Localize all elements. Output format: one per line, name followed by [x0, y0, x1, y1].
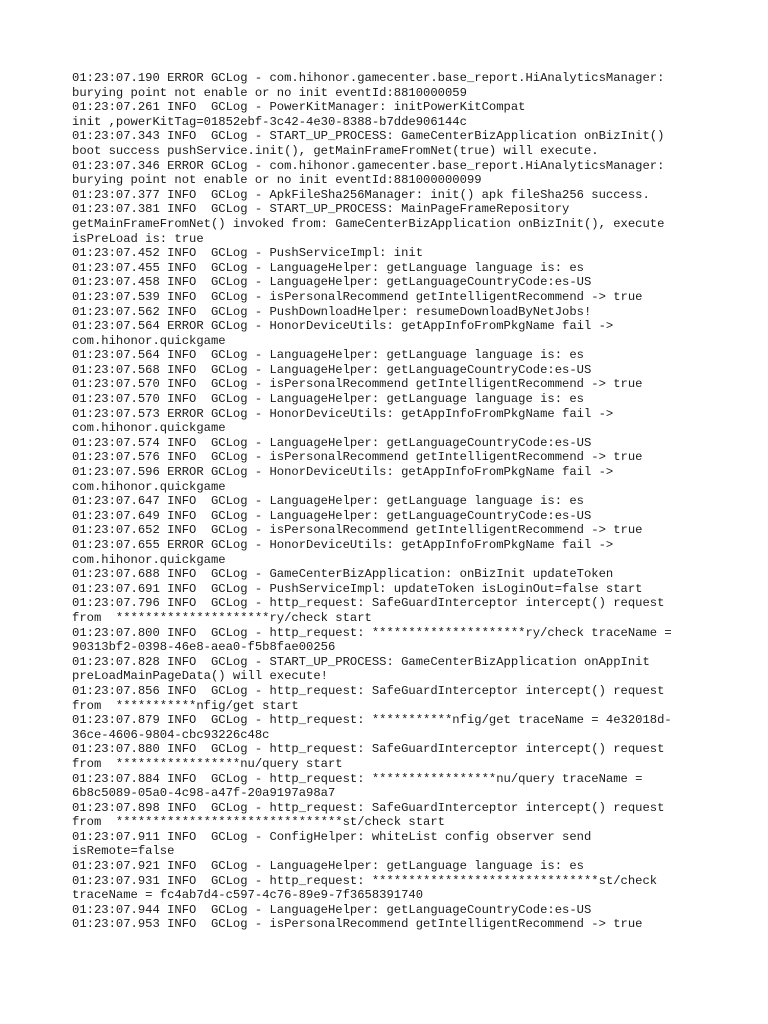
log-line: 01:23:07.539 INFO GCLog - isPersonalRecommend getIntelligentRecommend -> true — [72, 289, 643, 304]
log-line: 01:23:07.568 INFO GCLog - LanguageHelper: getLanguageCountryCode:es-US — [72, 362, 592, 377]
log-line: com.hihonor.quickgame — [72, 552, 226, 567]
log-line: 01:23:07.898 INFO GCLog - http_request: SafeGuardInterceptor intercept() request — [72, 800, 665, 815]
log-line: traceName = fc4ab7d4-c597-4c76-89e9-7f3658391740 — [72, 888, 424, 903]
log-line: 01:23:07.562 INFO GCLog - PushDownloadHelper: resumeDownloadByNetJobs! — [72, 304, 592, 319]
log-line: 01:23:07.343 INFO GCLog - START_UP_PROCESS: GameCenterBizApplication onBizInit() — [72, 129, 665, 144]
log-line: 01:23:07.655 ERROR GCLog - HonorDeviceUtils: getAppInfoFromPkgName fail -> — [72, 538, 614, 552]
log-line: 01:23:07.452 INFO GCLog - PushServiceImpl: init — [72, 246, 424, 261]
log-line: 01:23:07.458 INFO GCLog - LanguageHelper: getLanguageCountryCode:es-US — [72, 275, 592, 290]
log-line: 6b8c5089-05a0-4c98-a47f-20a9197a98a7 — [72, 786, 336, 801]
log-line: 01:23:07.564 ERROR GCLog - HonorDeviceUtils: getAppInfoFromPkgName fail -> — [72, 319, 614, 334]
log-line: 01:23:07.596 ERROR GCLog - HonorDeviceUtils: getAppInfoFromPkgName fail -> — [72, 465, 614, 480]
log-line: 01:23:07.574 INFO GCLog - LanguageHelper: getLanguageCountryCode:es-US — [72, 435, 592, 450]
log-line: com.hihonor.quickgame — [72, 479, 226, 494]
log-line: 01:23:07.261 INFO GCLog - PowerKitManager: initPowerKitCompat — [72, 100, 526, 115]
log-line: 01:23:07.828 INFO GCLog - START_UP_PROCESS: GameCenterBizApplication onAppInit — [72, 654, 650, 669]
log-line: 01:23:07.455 INFO GCLog - LanguageHelper: getLanguage language is: es — [72, 260, 584, 275]
log-line: from *****************nu/query start — [72, 756, 343, 771]
log-line: 01:23:07.573 ERROR GCLog - HonorDeviceUtils: getAppInfoFromPkgName fail -> — [72, 406, 614, 421]
log-line: 01:23:07.879 INFO GCLog - http_request: ***********nfig/get traceName = 4e32018d- — [72, 713, 672, 728]
log-line: com.hihonor.quickgame — [72, 421, 226, 436]
log-line: isPreLoad is: true — [72, 231, 204, 246]
log-line: 01:23:07.377 INFO GCLog - ApkFileSha256Manager: init() apk fileSha256 success. — [72, 187, 650, 202]
log-line: 01:23:07.953 INFO GCLog - isPersonalRecommend getIntelligentRecommend -> true — [72, 917, 643, 932]
log-line: 01:23:07.921 INFO GCLog - LanguageHelper: getLanguage language is: es — [72, 859, 584, 874]
log-line: 01:23:07.688 INFO GCLog - GameCenterBizApplication: onBizInit updateToken — [72, 567, 614, 582]
log-line: getMainFrameFromNet() invoked from: GameCenterBizApplication onBizInit(), execute — [72, 216, 665, 231]
log-line: 01:23:07.691 INFO GCLog - PushServiceImpl: updateToken isLoginOut=false start — [72, 581, 643, 596]
log-line: 90313bf2-0398-46e8-aea0-f5b8fae00256 — [72, 640, 336, 655]
log-line: 01:23:07.576 INFO GCLog - isPersonalRecommend getIntelligentRecommend -> true — [72, 450, 643, 465]
log-line: 01:23:07.652 INFO GCLog - isPersonalRecommend getIntelligentRecommend -> true — [72, 523, 643, 538]
log-line: 01:23:07.190 ERROR GCLog - com.hihonor.gamecenter.base_report.HiAnalyticsManager: — [72, 71, 665, 85]
log-document — [72, 71, 702, 932]
log-line: 01:23:07.796 INFO GCLog - http_request: SafeGuardInterceptor intercept() request — [72, 596, 665, 611]
log-line: boot success pushService.init(), getMainFrameFromNet(true) will execute. — [72, 143, 599, 158]
log-line: 01:23:07.800 INFO GCLog - http_request: *********************ry/check traceName = — [72, 625, 672, 640]
log-line: 01:23:07.381 INFO GCLog - START_UP_PROCESS: MainPageFrameRepository — [72, 202, 570, 217]
log-line: burying point not enable or no init eventId:881000000099 — [72, 173, 482, 188]
log-line: 01:23:07.570 INFO GCLog - LanguageHelper: getLanguage language is: es — [72, 392, 584, 407]
log-line: 01:23:07.346 ERROR GCLog - com.hihonor.gamecenter.base_report.HiAnalyticsManager: — [72, 158, 665, 173]
log-line: 36ce-4606-9804-cbc93226c48c — [72, 727, 270, 742]
log-line: 01:23:07.884 INFO GCLog - http_request: *****************nu/query traceName = — [72, 771, 643, 786]
log-line: from ***********nfig/get start — [72, 698, 299, 713]
log-line: 01:23:07.647 INFO GCLog - LanguageHelper: getLanguage language is: es — [72, 494, 584, 509]
log-line: com.hihonor.quickgame — [72, 333, 226, 348]
log-line: 01:23:07.570 INFO GCLog - isPersonalRecommend getIntelligentRecommend -> true — [72, 377, 643, 392]
log-line: 01:23:07.911 INFO GCLog - ConfigHelper: whiteList config observer send — [72, 829, 592, 844]
log-line: isRemote=false — [72, 844, 175, 859]
log-line: 01:23:07.880 INFO GCLog - http_request: SafeGuardInterceptor intercept() request — [72, 742, 665, 757]
log-line: 01:23:07.856 INFO GCLog - http_request: SafeGuardInterceptor intercept() request — [72, 683, 665, 698]
log-line: from *********************ry/check start — [72, 610, 372, 625]
log-line: from *******************************st/check start — [72, 815, 445, 830]
log-line: preLoadMainPageData() will execute! — [72, 669, 328, 684]
log-line: init ,powerKitTag=01852ebf-3c42-4e30-8388-b7dde906144c — [72, 114, 467, 129]
log-line: 01:23:07.564 INFO GCLog - LanguageHelper: getLanguage language is: es — [72, 348, 584, 363]
log-line: 01:23:07.649 INFO GCLog - LanguageHelper: getLanguageCountryCode:es-US — [72, 508, 592, 523]
log-line: burying point not enable or no init eventId:8810000059 — [72, 85, 467, 100]
log-line: 01:23:07.944 INFO GCLog - LanguageHelper: getLanguageCountryCode:es-US — [72, 902, 592, 917]
log-line: 01:23:07.931 INFO GCLog - http_request: *******************************st/check — [72, 873, 658, 888]
